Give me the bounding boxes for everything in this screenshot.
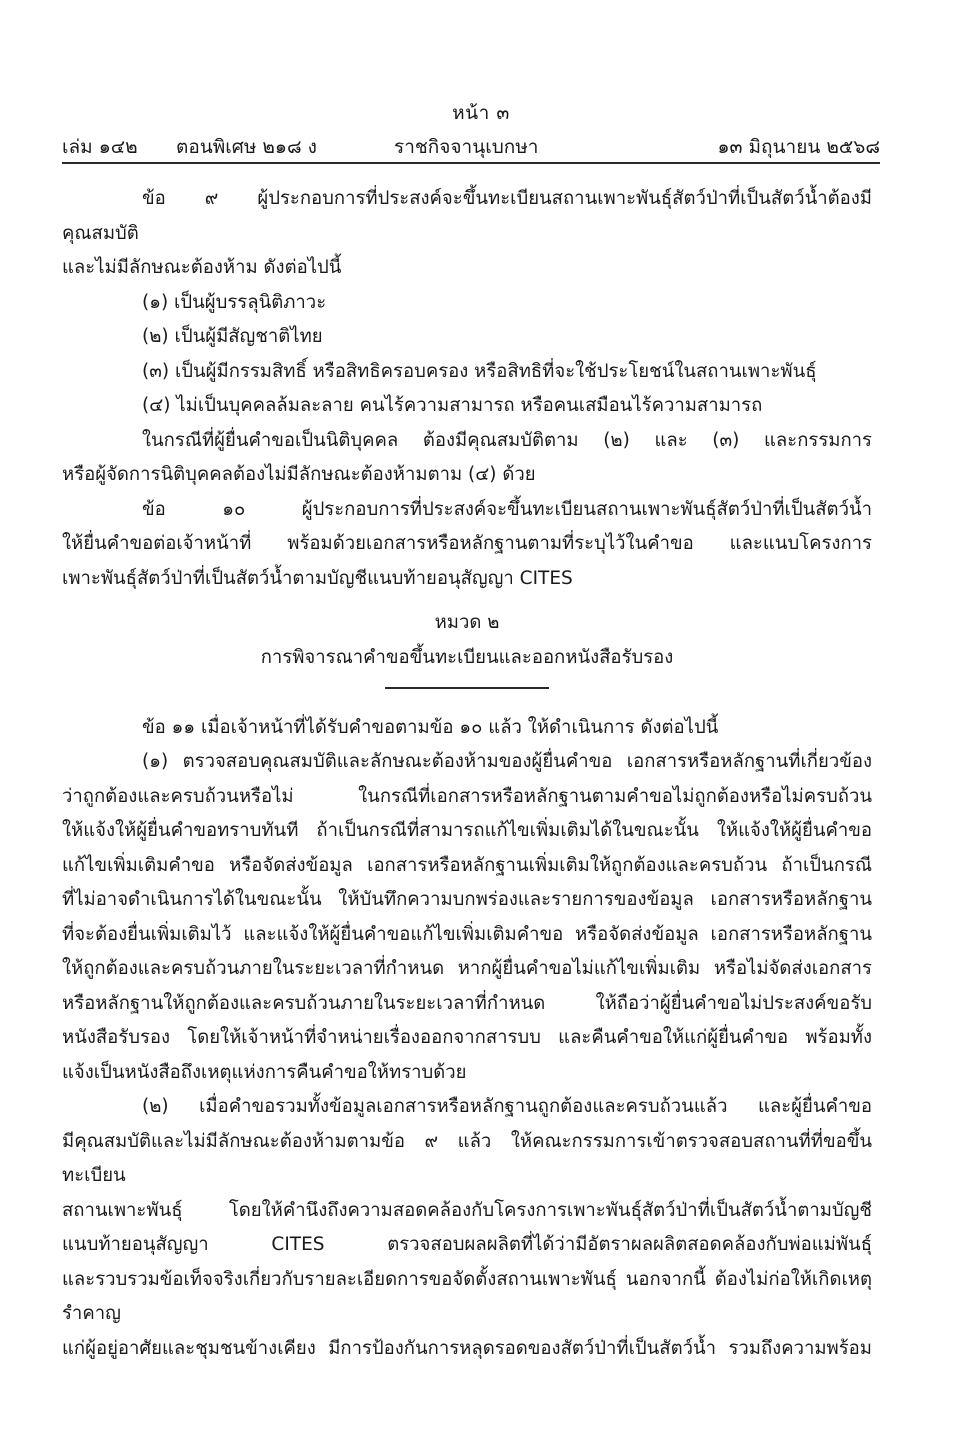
volume-number: เล่ม ๑๔๒	[62, 136, 138, 158]
text-line: ที่ไม่อาจดำเนินการได้ในขณะนั้น ให้บันทึกความบกพร่องและรายการของข้อมูล เอกสารหรือหลักฐาน	[62, 889, 872, 910]
chapter-title: การพิจารณาคำขอขึ้นทะเบียนและออกหนังสือรับรอง	[260, 646, 674, 668]
text-line: หนังสือรับรอง โดยให้เจ้าหน้าที่จำหน่ายเรื่องออกจากสารบบ และคืนคำขอให้แก่ผู้ยื่นคำขอ พร้อมทั้ง	[62, 1027, 872, 1048]
page-number: หน้า ๓	[452, 102, 510, 124]
gazette-name: ราชกิจจานุเบกษา	[394, 136, 539, 158]
chapter-heading	[62, 606, 872, 689]
text-line: มีคุณสมบัติและไม่มีลักษณะต้องห้ามตามข้อ ๙ แล้ว ให้คณะกรรมการเข้าตรวจสอบสถานที่ที่ขอขึ้นทะเบียน	[62, 1130, 872, 1186]
text-line: หรือผู้จัดการนิติบุคคลต้องไม่มีลักษณะต้องห้ามตาม (๔) ด้วย	[62, 464, 536, 485]
text-line: และไม่มีลักษณะต้องห้าม ดังต่อไปนี้	[62, 257, 342, 278]
text-line: ว่าถูกต้องและครบถ้วนหรือไม่ ในกรณีที่เอกสารหรือหลักฐานตามคำขอไม่ถูกต้องหรือไม่ครบถ้วน	[62, 785, 872, 807]
text-line: สถานเพาะพันธุ์ โดยให้คำนึงถึงความสอดคล้องกับโครงการเพาะพันธุ์สัตว์ป่าที่เป็นสัตว์น้ำตามบัญชี	[62, 1199, 872, 1221]
section-9	[62, 182, 872, 493]
text-line: ให้ถูกต้องและครบถ้วนภายในระยะเวลาที่กำหนด หากผู้ยื่นคำขอไม่แก้ไขเพิ่มเติม หรือไม่จัดส่งเอกสาร	[62, 958, 872, 979]
chapter-label: หมวด ๒	[434, 612, 500, 633]
text-line: ข้อ ๑๐ ผู้ประกอบการที่ประสงค์จะขึ้นทะเบียนสถานเพาะพันธุ์สัตว์ป่าที่เป็นสัตว์น้ำ	[142, 498, 872, 520]
text-line: เพาะพันธุ์สัตว์ป่าที่เป็นสัตว์น้ำตามบัญชีแนบท้ายอนุสัญญา CITES	[62, 567, 573, 589]
list-item: (๒) เป็นผู้มีสัญชาติไทย	[142, 326, 323, 347]
text-line: แจ้งเป็นหนังสือถึงเหตุแห่งการคืนคำขอให้ทราบด้วย	[62, 1061, 467, 1083]
text-line: ข้อ ๑๑ เมื่อเจ้าหน้าที่ได้รับคำขอตามข้อ ๑๐ แล้ว ให้ดำเนินการ ดังต่อไปนี้	[142, 716, 719, 738]
text-line: ให้แจ้งให้ผู้ยื่นคำขอทราบทันที ถ้าเป็นกรณีที่สามารถแก้ไขเพิ่มเติมได้ในขณะนั้น ให้แจ้งให้ผู้ยื่นคำขอ	[62, 820, 872, 841]
gazette-header	[62, 134, 880, 160]
text-line: แนบท้ายอนุสัญญา CITES ตรวจสอบผลผลิตที่ได้ว่ามีอัตราผลผลิตสอดคล้องกับพ่อแม่พันธุ์	[62, 1234, 872, 1255]
list-item: (๑) เป็นผู้บรรลุนิติภาวะ	[142, 291, 327, 313]
document-body	[62, 182, 872, 1366]
text-line: และรวบรวมข้อเท็จจริงเกี่ยวกับรายละเอียดการขอจัดตั้งสถานเพาะพันธุ์ นอกจากนี้ ต้องไม่ก่อให้เกิดเหตุรำคาญ	[62, 1268, 872, 1324]
text-line: ที่จะต้องยื่นเพิ่มเติมไว้ และแจ้งให้ผู้ยื่นคำขอแก้ไขเพิ่มเติมคำขอ หรือจัดส่งข้อมูล เอกสารหรือหลักฐาน	[62, 923, 872, 945]
text-line: แก่ผู้อยู่อาศัยและชุมชนข้างเคียง มีการป้องกันการหลุดรอดของสัตว์ป่าที่เป็นสัตว์น้ำ รวมถึงความพร้อม	[62, 1337, 872, 1359]
text-line: (๒) เมื่อคำขอรวมทั้งข้อมูลเอกสารหรือหลักฐานถูกต้องและครบถ้วนแล้ว และผู้ยื่นคำขอ	[142, 1096, 872, 1117]
chapter-divider	[385, 687, 549, 689]
header-divider	[62, 162, 880, 164]
list-item: (๓) เป็นผู้มีกรรมสิทธิ์ หรือสิทธิครอบครอง หรือสิทธิที่จะใช้ประโยชน์ในสถานเพาะพันธุ์	[142, 360, 817, 382]
section-10	[62, 493, 872, 597]
text-line: (๑) ตรวจสอบคุณสมบัติและลักษณะต้องห้ามของผู้ยื่นคำขอ เอกสารหรือหลักฐานที่เกี่ยวข้อง	[142, 751, 872, 772]
list-item: (๔) ไม่เป็นบุคคลล้มละลาย คนไร้ความสามารถ หรือคนเสมือนไร้ความสามารถ	[142, 395, 763, 416]
text-line: ในกรณีที่ผู้ยื่นคำขอเป็นนิติบุคคล ต้องมีคุณสมบัติตาม (๒) และ (๓) และกรรมการ	[142, 429, 872, 451]
text-line: ข้อ ๙ ผู้ประกอบการที่ประสงค์จะขึ้นทะเบียนสถานเพาะพันธุ์สัตว์ป่าที่เป็นสัตว์น้ำต้องมีคุณสมบัติ	[62, 188, 872, 244]
issue-number: ตอนพิเศษ ๒๑๘ ง	[176, 136, 317, 158]
text-line: แก้ไขเพิ่มเติมคำขอ หรือจัดส่งข้อมูล เอกสารหรือหลักฐานเพิ่มเติมให้ถูกต้องและครบถ้วน ถ้าเป็นกรณี	[62, 854, 872, 876]
text-line: ให้ยื่นคำขอต่อเจ้าหน้าที่ พร้อมด้วยเอกสารหรือหลักฐานตามที่ระบุไว้ในคำขอ และแนบโครงการ	[62, 533, 872, 554]
publication-date: ๑๓ มิถุนายน ๒๕๖๘	[717, 136, 880, 158]
text-line: หรือหลักฐานให้ถูกต้องและครบถ้วนภายในระยะเวลาที่กำหนด ให้ถือว่าผู้ยื่นคำขอไม่ประสงค์ขอรับ	[62, 992, 872, 1014]
section-11	[62, 711, 872, 1367]
